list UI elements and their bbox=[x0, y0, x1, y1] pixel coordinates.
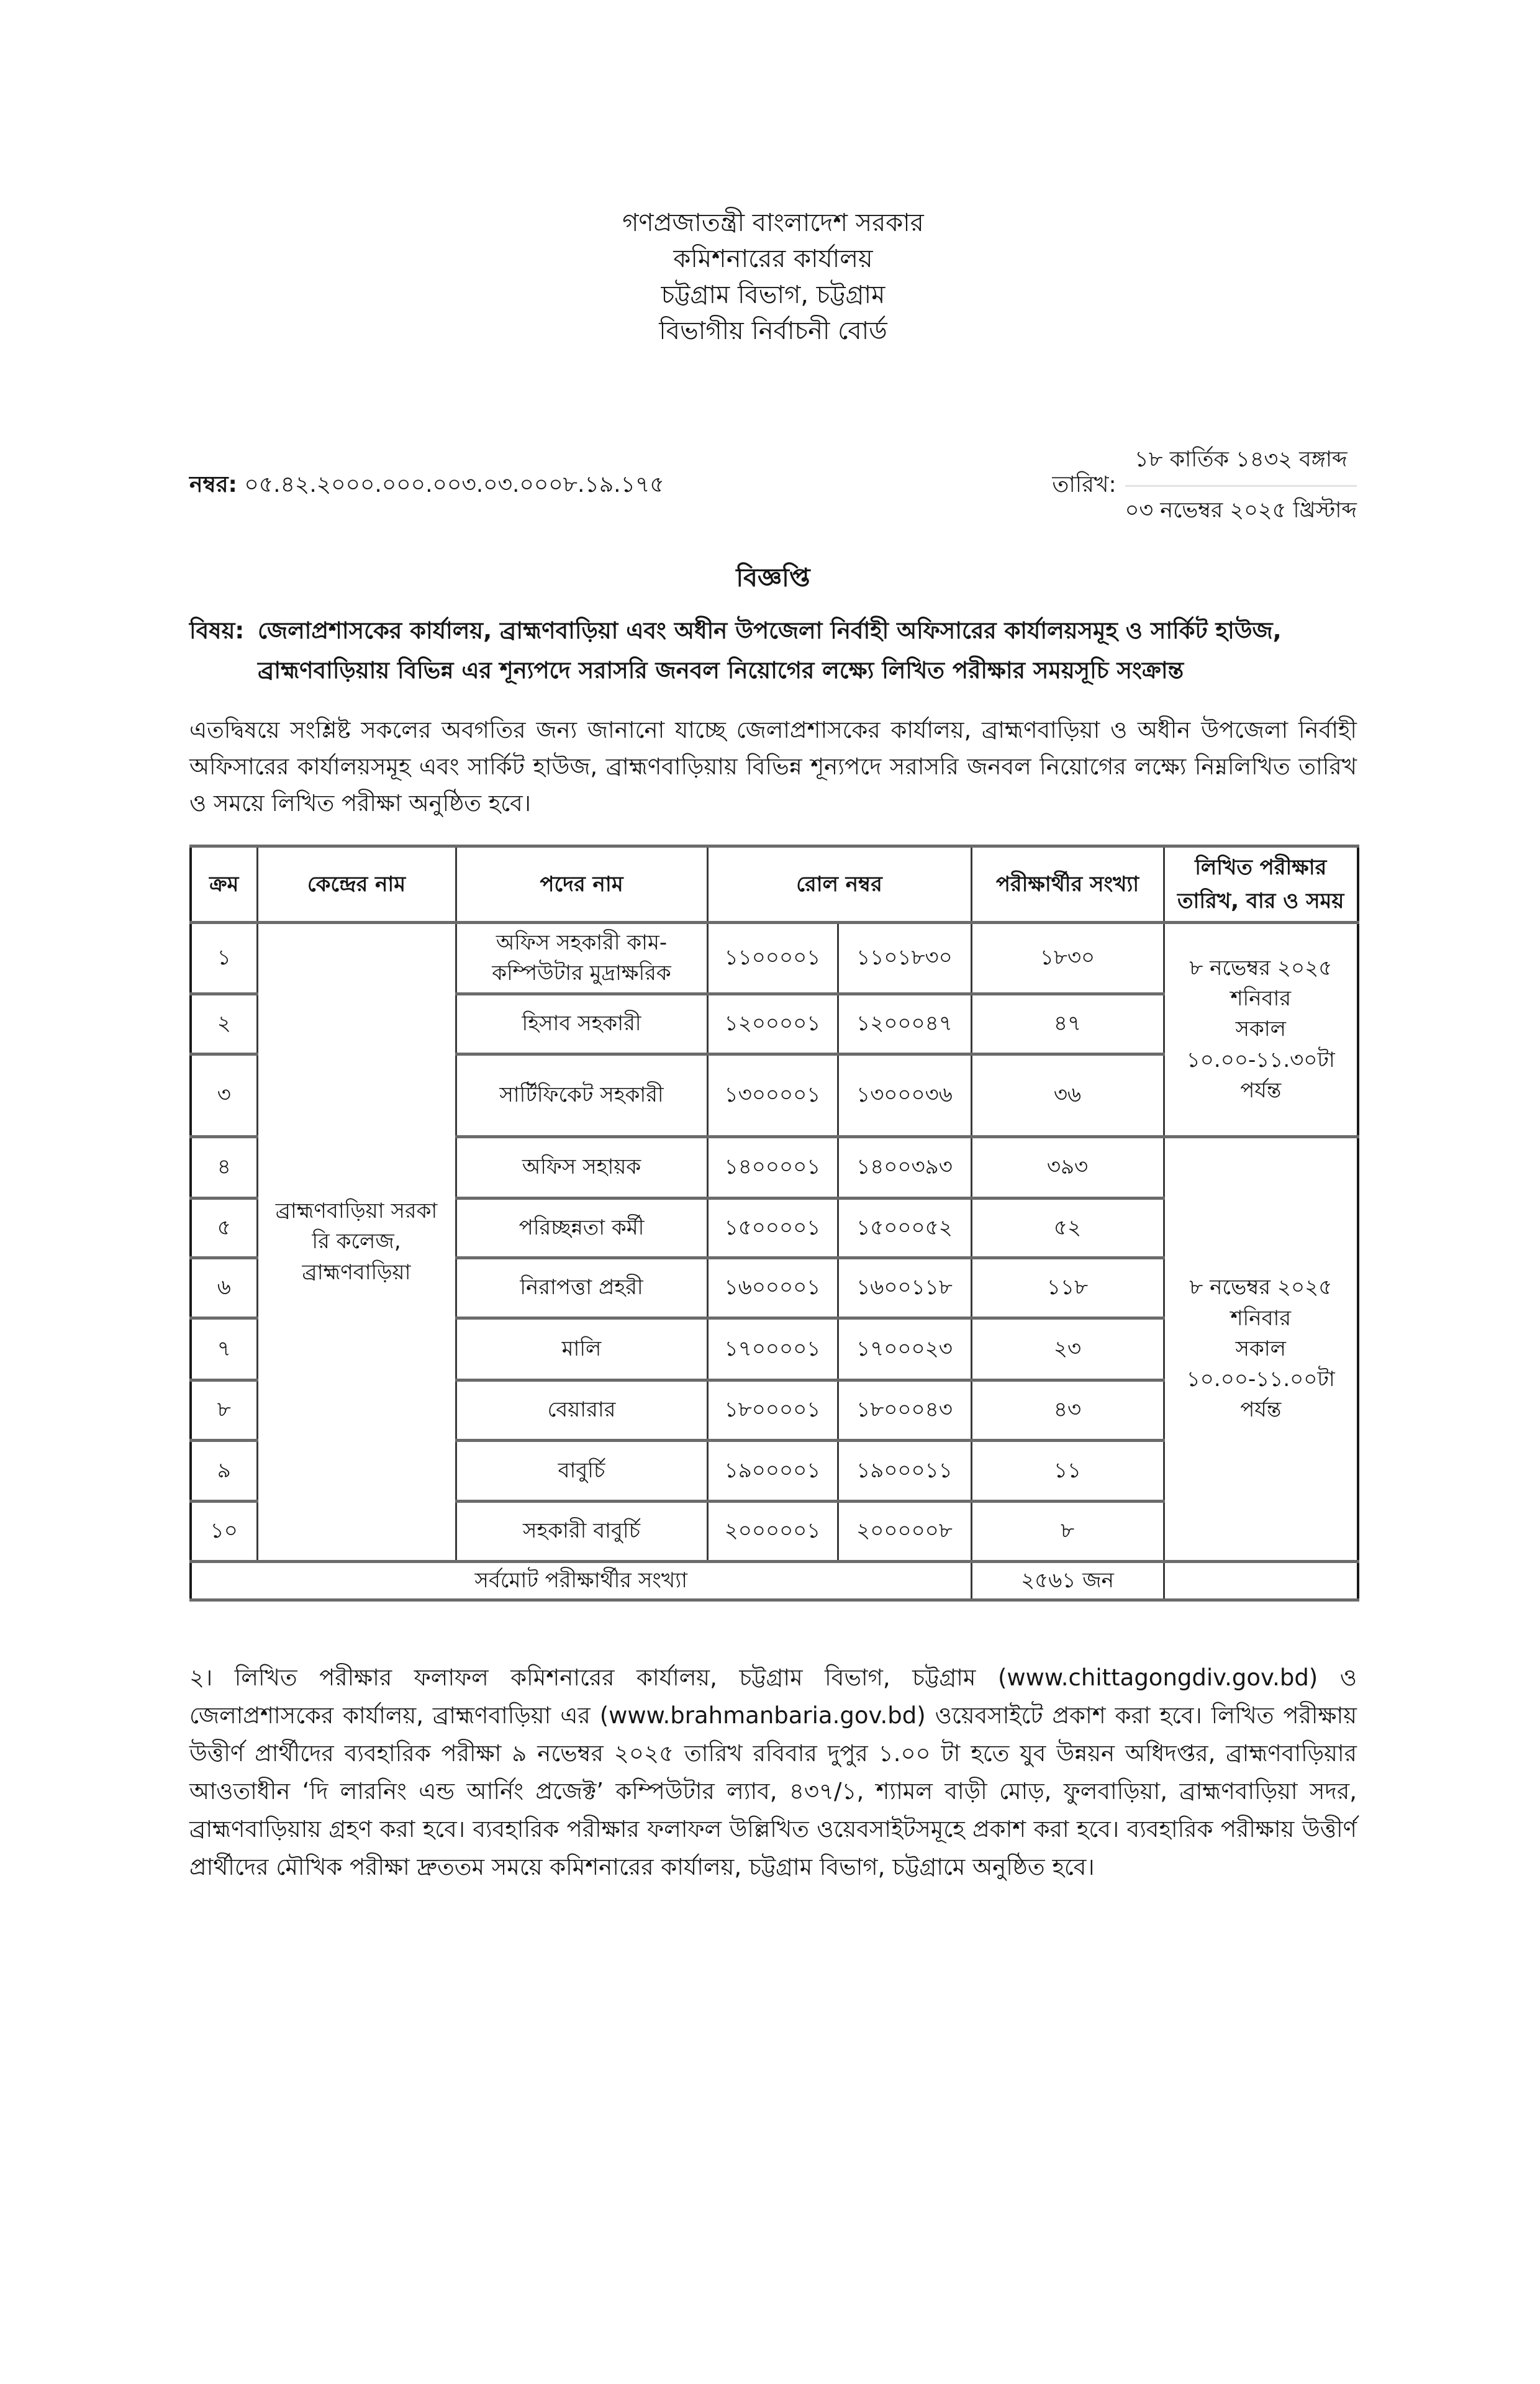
header-roll: রোল নম্বর bbox=[707, 846, 971, 923]
serial-cell: ১ bbox=[191, 923, 257, 994]
roll-to-cell: ১১০১৮৩০ bbox=[838, 923, 971, 994]
position-cell: মালি bbox=[456, 1318, 707, 1380]
center-name-cell: ব্রাহ্মণবাড়িয়া সরকা রি কলেজ, ব্রাহ্মণবাড়িয়া bbox=[257, 923, 456, 1562]
roll-to-cell: ১২০০০৪৭ bbox=[838, 994, 971, 1054]
position-cell: অফিস সহকারী কাম- কম্পিউটার মুদ্রাক্ষরিক bbox=[456, 923, 707, 994]
roll-from-cell: ১৩০০০০১ bbox=[707, 1054, 838, 1137]
position-cell: নিরাপত্তা প্রহরী bbox=[456, 1258, 707, 1318]
roll-to-cell: ১৪০০৩৯৩ bbox=[838, 1137, 971, 1199]
date-block bbox=[1052, 442, 1357, 530]
total-value-cell: ২৫৬১ জন bbox=[971, 1562, 1164, 1600]
count-cell: ৫২ bbox=[971, 1199, 1164, 1258]
roll-from-cell: ১২০০০০১ bbox=[707, 994, 838, 1054]
notice-title: বিজ্ঞপ্তি bbox=[736, 563, 810, 592]
date-stack bbox=[1125, 442, 1357, 530]
division-name: চট্টগ্রাম বিভাগ, চট্টগ্রাম bbox=[661, 281, 886, 309]
date-bangla: ১৮ কার্তিক ১৪৩২ বঙ্গাব্দ bbox=[1125, 442, 1357, 487]
count-cell: ১৮৩০ bbox=[971, 923, 1164, 994]
table-row bbox=[191, 923, 1358, 994]
memo-number-label: নম্বর: bbox=[189, 471, 237, 497]
table-header-row bbox=[191, 846, 1358, 923]
board-name: বিভাগীয় নির্বাচনী বোর্ড bbox=[659, 317, 887, 345]
roll-from-cell: ১৮০০০০১ bbox=[707, 1380, 838, 1441]
notice-document bbox=[0, 205, 1540, 2384]
header-serial: ক্রম bbox=[191, 846, 257, 923]
date-label: তারিখ: bbox=[1052, 471, 1116, 497]
intro-paragraph: এতদ্বিষয়ে সংশ্লিষ্ট সকলের অবগতির জন্য জানানো যাচ্ছে জেলাপ্রশাসকের কার্যালয়, ব্রাহ্মণবাড়িয়া ও অধীন উপজেলা নির্বাহী অফিসারের কার্যালয়সমূহ এবং সার্কিট হাউজ, ব্রাহ্মণবাড়িয়ায় বিভিন্ন শূন্যপদে সরাসরি জনবল নিয়োগের লক্ষ্যে নিম্নলিখিত তারিখ ও সময়ে লিখিত পরীক্ষা অনুষ্ঠিত হবে। bbox=[189, 717, 1357, 817]
count-cell: ২৩ bbox=[971, 1318, 1164, 1380]
position-cell: সহকারী বাবুর্চি bbox=[456, 1502, 707, 1562]
date-gregorian: ০৩ নভেম্বর ২০২৫ খ্রিস্টাব্দ bbox=[1125, 498, 1357, 523]
memo-row bbox=[189, 442, 1357, 530]
header-center: কেন্দ্রের নাম bbox=[257, 846, 456, 923]
roll-to-cell: ১৩০০০৩৬ bbox=[838, 1054, 971, 1137]
roll-from-cell: ১৬০০০০১ bbox=[707, 1258, 838, 1318]
schedule-2-cell: ৮ নভেম্বর ২০২৫ শনিবার সকাল ১০.০০-১১.০০টা পর্যন্ত bbox=[1164, 1137, 1358, 1562]
roll-from-cell: ১৪০০০০১ bbox=[707, 1137, 838, 1199]
results-paragraph: ২। লিখিত পরীক্ষার ফলাফল কমিশনারের কার্যালয়, চট্টগ্রাম বিভাগ, চট্টগ্রাম (www.chittagongdiv.gov.bd) ও জেলাপ্রশাসকের কার্যালয়, ব্রাহ্মণবাড়িয়া এর (www.brahmanbaria.gov.bd) ওয়েবসাইটে প্রকাশ করা হবে। লিখিত পরীক্ষায় উত্তীর্ণ প্রার্থীদের ব্যবহারিক পরীক্ষা ৯ নভেম্বর ২০২৫ তারিখ রবিবার দুপুর ১.০০ টা হতে যুব উন্নয়ন অধিদপ্তর, ব্রাহ্মণবাড়িয়ার আওতাধীন ‘দি লারনিং এন্ড আর্নিং প্রজেক্ট’ কম্পিউটার ল্যাব, ৪৩৭/১, শ্যামল বাড়ী মোড়, ফুলবাড়িয়া, ব্রাহ্মণবাড়িয়া সদর, ব্রাহ্মণবাড়িয়ায় গ্রহণ করা হবে। ব্যবহারিক পরীক্ষার ফলাফল উল্লিখিত ওয়েবসাইটসমূহে প্রকাশ করা হবে। ব্যবহারিক পরীক্ষায় উত্তীর্ণ প্রার্থীদের মৌখিক পরীক্ষা দ্রুততম সময়ে কমিশনারের কার্যালয়, চট্টগ্রাম বিভাগ, চট্টগ্রামে অনুষ্ঠিত হবে। bbox=[189, 1664, 1357, 1881]
total-empty-cell bbox=[1164, 1562, 1358, 1600]
position-cell: হিসাব সহকারী bbox=[456, 994, 707, 1054]
serial-cell: ৬ bbox=[191, 1258, 257, 1318]
serial-cell: ৩ bbox=[191, 1054, 257, 1137]
position-cell: অফিস সহায়ক bbox=[456, 1137, 707, 1199]
letterhead bbox=[189, 205, 1357, 349]
page-content bbox=[0, 205, 1540, 1886]
memo-number-value: ০৫.৪২.২০০০.০০০.০০৩.০৩.০০০৮.১৯.১৭৫ bbox=[244, 471, 664, 497]
serial-cell: ৫ bbox=[191, 1199, 257, 1258]
roll-from-cell: ১৯০০০০১ bbox=[707, 1441, 838, 1502]
position-cell: সার্টিফিকেট সহকারী bbox=[456, 1054, 707, 1137]
roll-from-cell: ১৫০০০০১ bbox=[707, 1199, 838, 1258]
roll-to-cell: ১৭০০০২৩ bbox=[838, 1318, 971, 1380]
serial-cell: ৮ bbox=[191, 1380, 257, 1441]
count-cell: ৮ bbox=[971, 1502, 1164, 1562]
memo-number bbox=[189, 468, 664, 505]
roll-to-cell: ১৮০০০৪৩ bbox=[838, 1380, 971, 1441]
roll-from-cell: ২০০০০০১ bbox=[707, 1502, 838, 1562]
subject-block bbox=[189, 611, 1357, 691]
total-label-cell: সর্বমোট পরীক্ষার্থীর সংখ্যা bbox=[191, 1562, 971, 1600]
serial-cell: ৭ bbox=[191, 1318, 257, 1380]
count-cell: ১১৮ bbox=[971, 1258, 1164, 1318]
table-total-row bbox=[191, 1562, 1358, 1600]
serial-cell: ৯ bbox=[191, 1441, 257, 1502]
position-cell: বাবুর্চি bbox=[456, 1441, 707, 1502]
roll-from-cell: ১১০০০০১ bbox=[707, 923, 838, 994]
roll-from-cell: ১৭০০০০১ bbox=[707, 1318, 838, 1380]
exam-schedule-table bbox=[189, 845, 1359, 1602]
count-cell: ৩৬ bbox=[971, 1054, 1164, 1137]
roll-to-cell: ১৬০০১১৮ bbox=[838, 1258, 971, 1318]
government-name: গণপ্রজাতন্ত্রী বাংলাদেশ সরকার bbox=[622, 209, 924, 237]
subject-text: জেলাপ্রশাসকের কার্যালয়, ব্রাহ্মণবাড়িয়া এবং অধীন উপজেলা নির্বাহী অফিসারের কার্যালয়সমূহ ও সার্কিট হাউজ, ব্রাহ্মণবাড়িয়ায় বিভিন্ন এর শূন্যপদে সরাসরি জনবল নিয়োগের লক্ষ্যে লিখিত পরীক্ষার সময়সূচি সংক্রান্ত bbox=[258, 617, 1282, 684]
office-name: কমিশনারের কার্যালয় bbox=[673, 245, 873, 273]
header-schedule: লিখিত পরীক্ষার তারিখ, বার ও সময় bbox=[1164, 846, 1358, 923]
header-position: পদের নাম bbox=[456, 846, 707, 923]
header-count: পরীক্ষার্থীর সংখ্যা bbox=[971, 846, 1164, 923]
serial-cell: ২ bbox=[191, 994, 257, 1054]
count-cell: ১১ bbox=[971, 1441, 1164, 1502]
roll-to-cell: ১৯০০০১১ bbox=[838, 1441, 971, 1502]
count-cell: ৪৩ bbox=[971, 1380, 1164, 1441]
roll-to-cell: ২০০০০০৮ bbox=[838, 1502, 971, 1562]
roll-to-cell: ১৫০০০৫২ bbox=[838, 1199, 971, 1258]
subject-label: বিষয়: bbox=[189, 617, 245, 644]
serial-cell: ৪ bbox=[191, 1137, 257, 1199]
position-cell: পরিচ্ছন্নতা কর্মী bbox=[456, 1199, 707, 1258]
serial-cell: ১০ bbox=[191, 1502, 257, 1562]
count-cell: ৪৭ bbox=[971, 994, 1164, 1054]
schedule-1-cell: ৮ নভেম্বর ২০২৫ শনিবার সকাল ১০.০০-১১.৩০টা পর্যন্ত bbox=[1164, 923, 1358, 1137]
count-cell: ৩৯৩ bbox=[971, 1137, 1164, 1199]
position-cell: বেয়ারার bbox=[456, 1380, 707, 1441]
